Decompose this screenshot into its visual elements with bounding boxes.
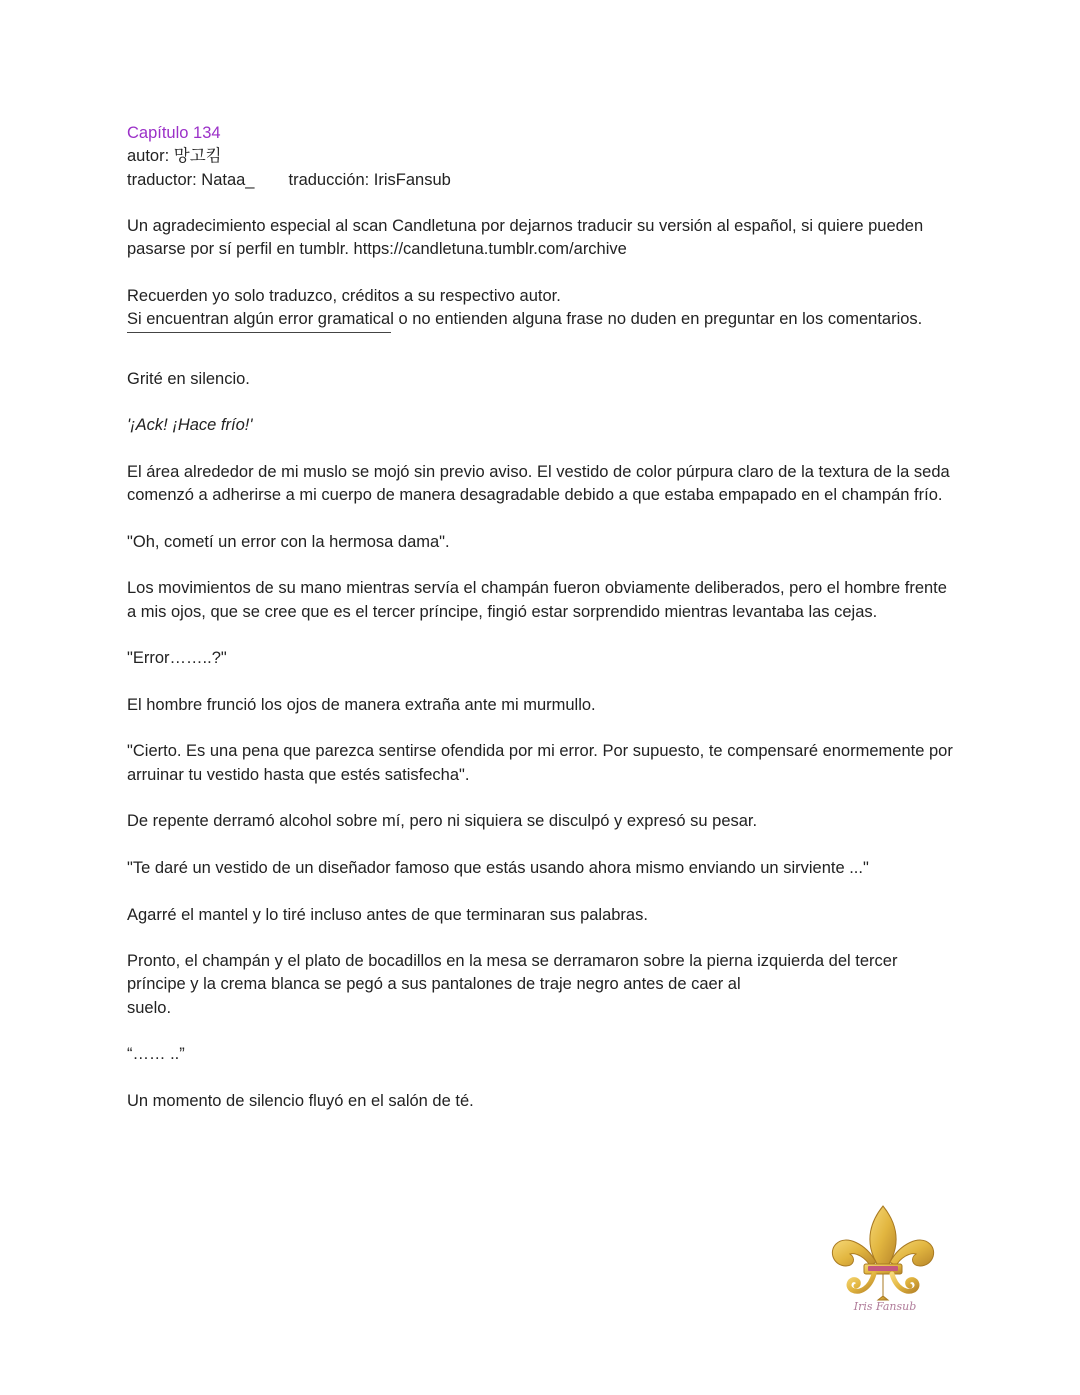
story-paragraph: El área alrededor de mi muslo se mojó sin previo aviso. El vestido de color púrpura claro de la textura de la seda comenzó a adherirse a mi cuerpo de manera desagradable debido a que estaba empapado en el champán frío. xyxy=(127,462,950,505)
story-paragraph: “…… ..” xyxy=(127,1045,185,1064)
story-paragraph: Los movimientos de su mano mientras servía el champán fueron obviamente deliberados, pero el hombre frente a mis ojos, que se cree que es el tercer príncipe, fingió estar sorprendido mientras levantaba las cejas. xyxy=(127,579,947,621)
translator-credit: traductor: Nataa_ xyxy=(127,170,255,189)
logo-signature: Iris Fansub xyxy=(853,1300,917,1313)
separator-rule xyxy=(127,332,391,333)
story-paragraph: Pronto, el champán y el plato de bocadillos en la mesa se derramaron sobre la pierna izquierda del tercer príncipe y la crema blanca se pegó a sus pantalones de traje negro antes de caer al suelo. xyxy=(127,952,898,1017)
story-paragraph: "Cierto. Es una pena que parezca sentirse ofendida por mi error. Por supuesto, te compensaré enormemente por arruinar tu vestido hasta que estés satisfecha". xyxy=(127,742,953,784)
story-paragraph: "Te daré un vestido de un diseñador famoso que estás usando ahora mismo enviando un sirviente ..." xyxy=(127,858,869,877)
author-line: autor: 망고킴 xyxy=(127,147,222,166)
story-paragraph: Un momento de silencio fluyó en el salón de té. xyxy=(127,1091,474,1110)
story-paragraph: Grité en silencio. xyxy=(127,369,250,388)
document-page xyxy=(127,122,957,1136)
thanks-paragraph: Un agradecimiento especial al scan Candletuna por dejarnos traducir su versión al español, si quiere pueden pasarse por sí perfil en tumblr. https://candletuna.tumblr.com/archive xyxy=(127,217,924,259)
story-paragraph: El hombre frunció los ojos de manera extraña ante mi murmullo. xyxy=(127,695,596,714)
questions-line: Si encuentran algún error gramatical o no entienden alguna frase no duden en preguntar en los comentarios. xyxy=(127,310,923,329)
story-paragraph: '¡Ack! ¡Hace frío!' xyxy=(127,416,253,435)
story-paragraph: "Oh, cometí un error con la hermosa dama". xyxy=(127,532,450,551)
credits-row xyxy=(127,169,957,192)
story-paragraph: Agarré el mantel y lo tiré incluso antes de que terminaran sus palabras. xyxy=(127,905,648,924)
translation-credit: traducción: IrisFansub xyxy=(288,170,451,189)
reminder-line: Recuerden yo solo traduzco, créditos a su respectivo autor. xyxy=(127,287,561,306)
story-paragraph: De repente derramó alcohol sobre mí, pero ni siquiera se disculpó y expresó su pesar. xyxy=(127,812,758,831)
story-paragraph: "Error……..?" xyxy=(127,649,227,668)
chapter-title: Capítulo 134 xyxy=(127,124,221,142)
